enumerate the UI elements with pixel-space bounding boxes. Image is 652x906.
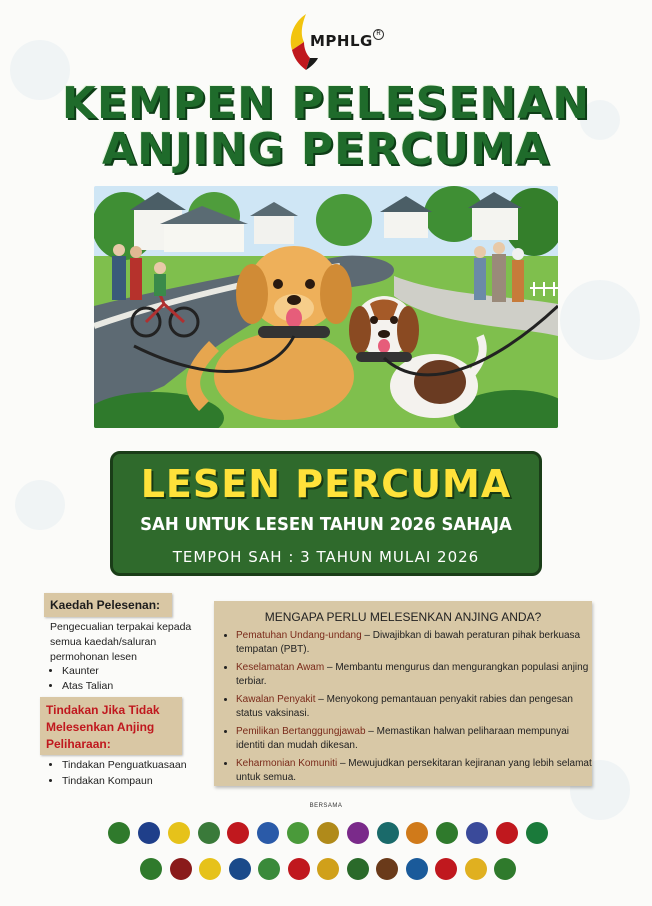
list-item: [236, 661, 594, 689]
reason-term: Keharmonian Komuniti: [236, 758, 338, 769]
partner-crest-icon: [347, 822, 369, 844]
partner-crest-icon: [436, 822, 458, 844]
reasons-panel: [214, 601, 592, 786]
partner-crest-icon: [377, 822, 399, 844]
reasons-list: [224, 629, 594, 789]
partner-crest-icon: [406, 822, 428, 844]
partner-crest-icon: [198, 822, 220, 844]
partner-crest-icon: [199, 858, 221, 880]
partner-crest-icon: [138, 822, 160, 844]
free-license-banner: [110, 451, 542, 576]
partner-crest-icon: [494, 858, 516, 880]
list-item: • Tindakan Kompaun: [62, 773, 187, 789]
reason-text: – Membantu mengurus dan mengurangkan populasi anjing terbiar.: [236, 662, 589, 687]
list-item: • Tindakan Penguatkuasaan: [62, 757, 187, 773]
partner-crest-icon: [466, 822, 488, 844]
enforcement-list: [46, 757, 187, 789]
title-line-2: ANJING PERCUMA: [102, 124, 550, 175]
partner-crest-icon: [288, 858, 310, 880]
title-line-1: KEMPEN PELESENAN: [61, 78, 591, 129]
list-item: [236, 725, 594, 753]
mphlg-logo: [284, 8, 384, 72]
partner-logos-row-2: [140, 858, 516, 880]
partner-crest-icon: [227, 822, 249, 844]
methods-intro: Pengecualian terpakai kepada semua kaedah/saluran permohonan lesen: [50, 621, 192, 663]
partner-logos-row-1: [108, 822, 548, 844]
list-item: • Atas Talian: [62, 679, 113, 694]
banner-validity: TEMPOH SAH : 3 TAHUN MULAI 2026: [172, 548, 480, 566]
reason-term: Pematuhan Undang-undang: [236, 630, 362, 641]
banner-headline: LESEN PERCUMA: [140, 462, 512, 506]
partner-crest-icon: [465, 858, 487, 880]
partner-crest-icon: [376, 858, 398, 880]
paw-print-decoration: [560, 280, 640, 360]
list-item: [236, 629, 594, 657]
methods-list: [46, 664, 113, 694]
reasons-title: MENGAPA PERLU MELESENKAN ANJING ANDA?: [264, 610, 542, 624]
banner-subline: SAH UNTUK LESEN TAHUN 2026 SAHAJA: [140, 514, 512, 535]
neighborhood-dogs-illustration: [94, 186, 558, 428]
partner-crest-icon: [168, 822, 190, 844]
partner-crest-icon: [317, 822, 339, 844]
partner-crest-icon: [229, 858, 251, 880]
partner-crest-icon: [526, 822, 548, 844]
list-item: [236, 693, 594, 721]
together-label: BERSAMA: [309, 803, 343, 809]
partner-crest-icon: [287, 822, 309, 844]
partner-crest-icon: [496, 822, 518, 844]
partner-crest-icon: [257, 822, 279, 844]
logo-text: MPHLG: [310, 32, 373, 50]
reason-text: – Mewujudkan persekitaran kejiranan yang lebih selamat untuk semua.: [236, 758, 592, 783]
reason-text: – Diwajibkan di bawah peraturan pihak berkuasa tempatan (PBT).: [236, 630, 581, 655]
reason-term: Kawalan Penyakit: [236, 694, 316, 705]
partner-crest-icon: [258, 858, 280, 880]
partner-crest-icon: [140, 858, 162, 880]
partner-crest-icon: [108, 822, 130, 844]
reason-term: Keselamatan Awam: [236, 662, 325, 673]
list-item: [236, 757, 594, 785]
partner-crest-icon: [347, 858, 369, 880]
list-item: • Kaunter: [62, 664, 113, 679]
methods-label: Kaedah Pelesenan:: [44, 593, 172, 617]
partner-crest-icon: [435, 858, 457, 880]
reason-text: – Menyokong pemantauan penyakit rabies dan pengesan status vaksinasi.: [236, 694, 573, 719]
reason-text: – Memastikan halwan peliharaan mempunyai identiti dan mudah dikesan.: [236, 726, 569, 751]
partner-crest-icon: [406, 858, 428, 880]
reason-term: Pemilikan Bertanggungjawab: [236, 726, 366, 737]
partner-crest-icon: [317, 858, 339, 880]
partner-crest-icon: [170, 858, 192, 880]
enforcement-label: Tindakan Jika Tidak Melesenkan Anjing Peliharaan:: [40, 697, 182, 755]
registered-mark: R: [373, 29, 384, 40]
paw-print-decoration: [15, 480, 65, 530]
